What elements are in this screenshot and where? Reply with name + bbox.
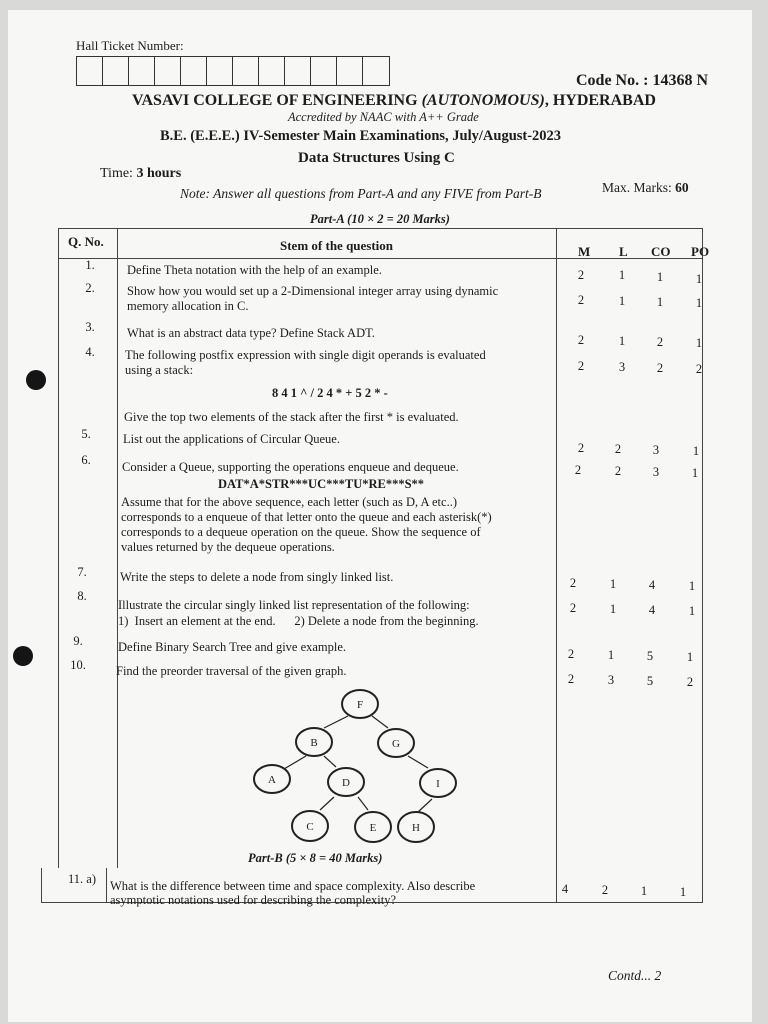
college-name: VASAVI COLLEGE OF ENGINEERING (AUTONOMOUS), HYDERABAD bbox=[132, 92, 656, 109]
punch-hole bbox=[26, 370, 46, 390]
continued-note: Contd... 2 bbox=[608, 968, 662, 983]
binary-tree-diagram bbox=[240, 686, 480, 856]
part-a-heading: Part-A (10 × 2 = 20 Marks) bbox=[310, 212, 450, 226]
instructions-note: Note: Answer all questions from Part-A and any FIVE from Part-B bbox=[180, 186, 542, 201]
hall-ticket-boxes bbox=[76, 56, 390, 86]
header-qno: Q. No. bbox=[68, 234, 104, 249]
tree-label: G bbox=[392, 738, 400, 750]
header-po: PO bbox=[691, 244, 710, 259]
accreditation: Accredited by NAAC with A++ Grade bbox=[288, 110, 479, 124]
header-m: M bbox=[578, 244, 591, 259]
punch-hole bbox=[13, 646, 33, 666]
header-l: L bbox=[619, 244, 628, 259]
tree-label: A bbox=[268, 774, 276, 786]
tree-label: E bbox=[369, 822, 377, 834]
tree-label: H bbox=[412, 822, 420, 834]
time-info: Time: 3 hours bbox=[100, 166, 182, 181]
code-number: Code No. : 14368 N bbox=[576, 72, 708, 89]
tree-label: F bbox=[356, 699, 364, 711]
tree-label: I bbox=[436, 778, 440, 790]
header-co: CO bbox=[651, 244, 671, 259]
tree-label: D bbox=[342, 777, 350, 789]
subject-title: Data Structures Using C bbox=[298, 150, 455, 166]
part-b-heading: Part-B (5 × 8 = 40 Marks) bbox=[248, 851, 383, 865]
exam-title: B.E. (E.E.E.) IV-Semester Main Examinations, July/August-2023 bbox=[160, 128, 562, 144]
hall-ticket-label: Hall Ticket Number: bbox=[76, 38, 184, 53]
tree-label: C bbox=[306, 821, 314, 833]
header-stem: Stem of the question bbox=[280, 238, 394, 253]
tree-label: B bbox=[310, 737, 318, 749]
max-marks: Max. Marks: 60 bbox=[602, 180, 689, 195]
